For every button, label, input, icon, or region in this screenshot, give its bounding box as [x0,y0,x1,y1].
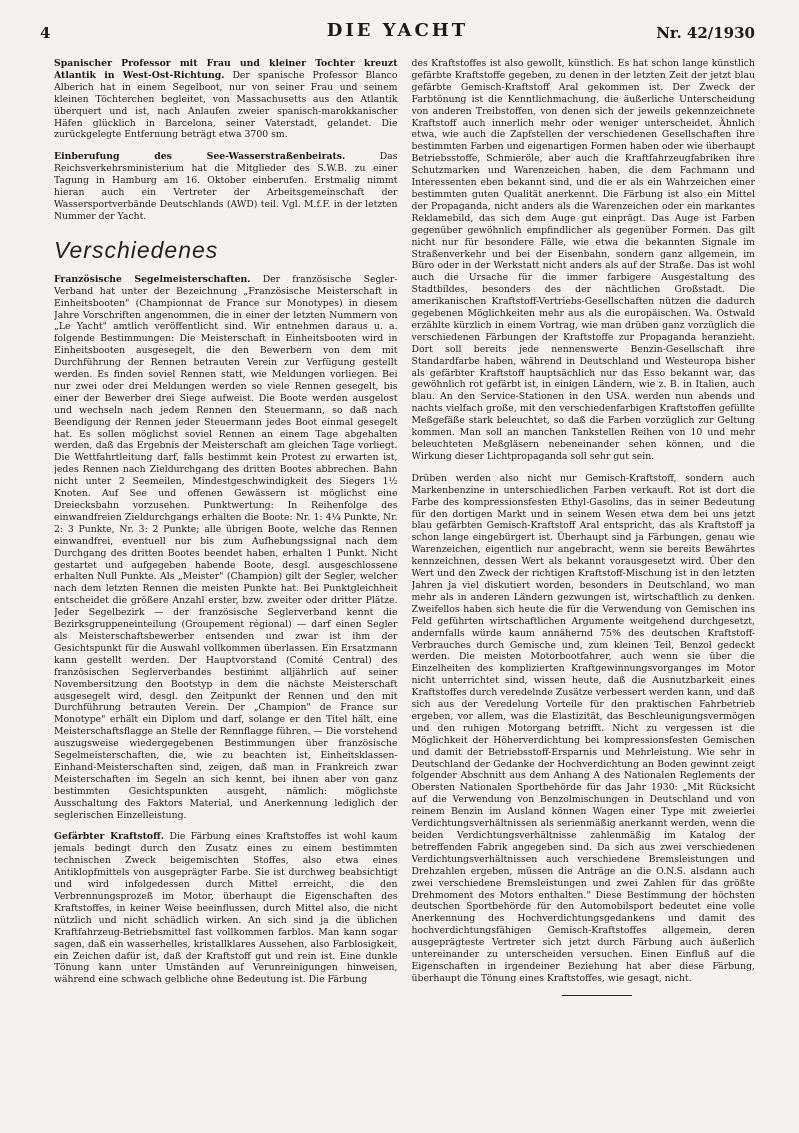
article-seewasserstrassenbeirat [54,151,398,222]
issue-number: Nr. 42/1930 [656,24,755,42]
text-columns [54,58,755,1093]
right-column [412,58,756,1093]
article-professor [54,58,398,141]
page-header [40,20,755,46]
article-kraftstoff-paragraph: Drüben werden also nicht nur Gemisch-Kraftstoff, sondern auch Markenbenzine in unterschiedlichen Farben verkauft. Rot ist dort die Farbe des kompressionsfesten Ethyl-Gasolins, das in seiner Bedeutung für den dortigen Markt und in seinem Wesen etwa dem bei uns jetzt blau gefärbten Gemisch-Kraftstoff Aral entspricht, das als Kraftstoff ja schon lange eingebürgert ist. Überhaupt sind ja Färbungen, genau wie Warenzeichen, eigentlich nur angebracht, wenn sie bereits Bewährtes kennzeichnen, dessen Wert als bekannt vorausgesetzt wird. Über den Wert und den Zweck der richtigen Kraftstoff-Mischung ist in den letzten Jahren ja viel diskutiert worden, besonders in Deutschland, wo man mehr als in anderen Ländern gezwungen ist, wirtschaftlich zu denken. Zweifellos haben sich heute die für die Verwendung von Gemischen ins Feld geführten wirtschaftlichen Argumente weitgehend durchgesetzt, andernfalls würde kaum annähernd 75% des deutschen Kraftstoff-Verbrauches durch Gemische und, zum kleinen Teil, Benzol gedeckt werden. Die meisten Motorbootfahrer, auch wenn sie über die Einzelheiten des komplizierten Kraftgewinnungsvorganges im Motor nicht unterrichtet sind, wissen heute, daß die Ausnutzbarkeit eines Kraftstoffes durch veredelnde Zusätze verbessert werden kann, und daß sich aus der Veredelung Vorteile für den praktischen Fahrbetrieb ergeben, vor allem, was die Elastizität, das Beschleunigungsvermögen und den ruhigen Motorgang betrifft. Nicht zu vergessen ist die Möglichkeit der Höherverdichtung bei kompressionsfesten Gemischen und damit der Betriebsstoff-Ersparnis und Mehrleistung. Wie sehr in Deutschland der Gedanke der Hochverdichtung an Boden gewinnt zeigt folgender Abschnitt aus dem Anhang A des Nationalen Reglements der Obersten Nationalen Sportbehörde für das Jahr 1930: „Mit Rücksicht auf die Verwendung von Benzolmischungen in Deutschland und von reinem Benzin im Ausland können Wagen einer Type mit zweierlei Verdichtungsverhältnissen als serienmäßig anerkannt werden, wenn die beiden Verdichtungsverhältnisse zahlenmäßig im Katalog der betreffenden Fabrik angegeben sind. Da sich aus zwei verschiedenen Verdichtungsverhältnissen auch verschiedene Bremsleistungen und Drehzahlen ergeben, müssen die Anträge an die O.N.S. alsdann auch zwei verschiedene Bremsleistungen und zwei Zahlen für das größte Drehmoment des Motors enthalten." Diese Bestimmung der höchsten deutschen Sportbehörde für den Automobilsport bedeutet eine volle Anerkennung des Hochverdichtungsgedankens und damit des hochverdichtungsfähigen Gemisch-Kraftstoffes allgemein, deren ausgeprägteste Vertreter sich jetzt durch Färbung auch äußerlich untereinander zu unterscheiden versuchen. Einen Einfluß auf die Eigenschaften in irgendeiner Beziehung hat aber diese Färbung, überhaupt die Tönung eines Kraftstoffes, wie gesagt, nicht. [411,472,755,984]
section-title: Verschiedenes [54,236,219,263]
article-kraftstoff [54,831,398,986]
page-number: 4 [40,24,51,42]
article-heading: Spanischer Professor mit Frau und kleiner Tochter kreuzt Atlantik in West-Ost-Richtung. [54,58,398,81]
left-column [54,58,398,1093]
article-heading: Französische Segelmeisterschaften. [54,273,251,285]
article-kraftstoff-continued: des Kraftstoffes ist also gewollt, künstlich. Es hat schon lange künstlich gefärbte Kraftstoffe gegeben, zu denen in der letzten Zeit der jetzt blau gefärbte Gemisch-Kraftstoff Aral gekommen ist. Der Zweck der Farbtönung ist die Kenntlichmachung, die äußerliche Unterscheidung von anderen Treibstoffen, von denen sich der jeweils gekennzeichnete Kraftstoff auch innerlich mehr oder weniger unterscheidet. Ähnlich etwa, wie auch die Zapfstellen der verschiedenen Gesellschaften ihre bestimmten Farben und eigenartigen Formen haben oder wie überhaupt Betriebsstoffe, Schmieröle, aber auch die Kraftfahrzeugfabriken ihre Schutzmarken und Warenzeichen haben, die dem Fachmann und Interessenten eben bekannt sind, und die er als ein Wahrzeichen einer bestimmten guten Qualität anerkennt. Die Färbung ist also ein Mittel der Propaganda, nicht anders als die Warenzeichen oder ein markantes Reklamebild, das sich dem Auge gut einprägt. Das Auge ist Farben gegenüber gewöhnlich empfindlicher als gegenüber Formen. Das gilt nicht nur für besondere Fälle, wie etwa die bekannten Signale im Straßenverkehr und bei der Eisenbahn, sondern ganz allgemein, im Büro oder in der Werkstatt nicht anders als auf der Straße. Das ist wohl auch die Ursache für die immer farbigere Ausgestaltung des Stadtbildes, besonders des der nächtlichen Großstadt. Die amerikanischen Kraftstoff-Vertriebs-Gesellschaften nützen die dadurch gegebenen Möglichkeiten mehr aus als die europäischen. Wa. Ostwald erzählte kürzlich in einem Vortrag, wie man drüben ganz vorzüglich die verschiedenen Färbungen der Kraftstoffe zur Propaganda heranzieht. Dort soll bereits jede nennenswerte Benzin-Gesellschaft ihre Standardfarbe haben, während in Deutschland und Westeuropa bisher als gefärbter Kraftstoff hauptsächlich nur das Esso bekannt war, das gewöhnlich rot gefärbt ist, in einigen Ländern, wie z. B. in Italien, auch blau. An den Service-Stationen in den USA. werden nun abends und nachts vielfach große, mit den verschiedenfarbigen Kraftstoffen gefüllte Meßgefäße stark beleuchtet, so daß die Farben vorzüglich zur Geltung kommen. Man soll an manchen Tankstellen Reihen von 10 und mehr beleuchteten Meßgläsern nebeneinander sehen können, und die Wirkung dieser Lichtpropaganda soll sehr gut sein. [411,58,755,462]
end-rule [562,995,632,996]
article-body: Der spanische Professor Blanco Alberich hat in einem Segelboot, nur von seiner Frau und seinem kleinen Töchterchen begleitet, von Massachusetts aus den Atlantik überquert und ist, nach Anlaufen zweier spanisch-marokkanischer Häfen glücklich in Barcelona, seiner Vaterstadt, gelandet. Die zurückgelegte Entfernung beträgt etwa 3700 sm. [54,69,398,141]
article-body: Die Färbung eines Kraftstoffes ist wohl kaum jemals bedingt durch den Zusatz eines zu einem bestimmten technischen Zweck beigemischten Stoffes, also etwa eines Antiklopfmittels von ausgeprägter Farbe. Sie ist durchweg beabsichtigt und wird infolgedessen durch Mittel erreicht, die den Verbrennungsprozeß im Motor, überhaupt die Eigenschaften des Kraftstoffes, in keiner Weise beeinflussen, durch Mittel also, die nicht nützlich und nicht schädlich wirken. An sich sind ja die üblichen Kraftfahrzeug-Betriebsmittel fast vollkommen farblos. Man kann sogar sagen, daß ein wasserhelles, kristallklares Aussehen, also Farblosigkeit, ein Zeichen dafür ist, daß der Kraftstoff gut und rein ist. Eine dunkle Tönung kann unter Umständen auf Verunreinigungen hinweisen, während eine schwach gelbliche ohne Bedeutung ist. Die Färbung [54,831,398,986]
article-segelmeisterschaften [54,274,398,822]
article-heading: Einberufung des See-Wasserstraßenbeirats. [54,151,346,163]
article-heading: Gefärbter Kraftstoff. [54,831,164,843]
article-body: Der französische Segler-Verband hat unter der Bezeichnung „Französische Meisterschaft in Einheitsbooten" (Championnat de France sur Monotypes) in diesem Jahre Vorschriften angenommen, die in einer der letzten Nummern von „Le Yacht" amtlich veröffentlicht sind. Wir entnehmen daraus u. a. folgende Bestimmungen: Die Meisterschaft in Einheitsbooten wird in Einheitsbooten ausgesegelt, die den Bewerbern von dem mit Durchführung der Rennen betrauten Verein zur Verfügung gestellt werden. Es finden soviel Rennen statt, wie Meldungen vorliegen. Bei nur zwei oder drei Meldungen werden so viele Rennen gesegelt, bis einer der Bewerber drei Siege aufweist. Die Boote werden ausgelost und wechseln nach jedem Rennen den Steuermann, so daß nach Beendigung der Rennen jeder Steuermann jedes Boot einmal gesegelt hat. Es sollen möglichst soviel Rennen an einem Tage abgehalten werden, daß das Ergebnis der Meisterschaft am gleichen Tage vorliegt. Die Wettfahrtleitung darf, falls bestimmt kein Protest zu erwarten ist, jedes Rennen nach Zieldurchgang des dritten Bootes abbrechen. Bahn nicht unter 2 Seemeilen, Mindestgeschwindigkeit des Siegers 1½ Knoten. Auf See und offenen Gewässern ist möglichst eine Dreiecksbahn vorzusehen. Punktwertung: In Reihenfolge des einwandfreien Zieldurchgangs erhalten die Boote: Nr. 1: 4¼ Punkte, Nr. 2: 3 Punkte, Nr. 3: 2 Punkte; alle übrigen Boote, welche das Rennen einwandfrei, eventuell nur bis zum Aufhebungssignal nach dem Durchgang des dritten Bootes beendet haben, erhalten 1 Punkt. Nicht gestartet und aufgegeben habende Boote, desgl. ausgeschlossene erhalten Null Punkte. Als „Meister" (Champion) gilt der Segler, welcher nach dem letzten Rennen die meisten Punkte hat. Bei Punktgleichheit entscheidet die größere Anzahl erster, bzw. zweiter oder dritter Plätze. Jeder Segelbezirk — der französische Seglerverband kennt die Bezirksgruppeneinteilung (Groupement régional) — darf einen Segler als Meisterschaftsbewerber entsenden und zwar ist ihm der Gesichtspunkt für die Auswahl vollkommen überlassen. Ein Ersatzmann kann gestellt werden. Der Hauptvorstand (Comité Central) des französischen Seglerverbandes bestimmt alljährlich auf seiner Novembersitzung den Bootstyp in dem die nächste Meisterschaft ausgesegelt wird, desgl. den Zeitpunkt der Rennen und den mit Durchführung betrauten Verein. Der „Champion" de France sur Monotype" erhält ein Diplom und darf, solange er den Titel hält, eine Meisterschaftsflagge an Stelle der Rennflagge führen. — Die vorstehend auszugsweise wiedergegebenen Bestimmungen über französische Segelmeisterschaften, die, wie zu beachten ist, Einheitsklassen-Einhand-Meisterschaften sind, zeigen, daß man in Frankreich zwar Meisterschaften im Segeln an sich kennt, bei ihnen aber von ganz bestimmten Gesichtspunkten ausgeht, nämlich: möglichste Ausschaltung des Faktors Material, und Anerkennung lediglich der seglerischen Einzelleistung. [54,273,398,821]
magazine-title: DIE YACHT [326,20,469,41]
article-body: Das Reichsverkehrsministerium hat die Mitglieder des S.W.B. zu einer Tagung in Hamburg am 16. Oktober einberufen. Erstmalig nimmt hieran auch ein Vertreter der Arbeitsgemeinschaft der Wassersportverbände Deutschlands (AWD) teil. Vgl. M.f.F. in der letzten Nummer der Yacht. [54,151,398,222]
